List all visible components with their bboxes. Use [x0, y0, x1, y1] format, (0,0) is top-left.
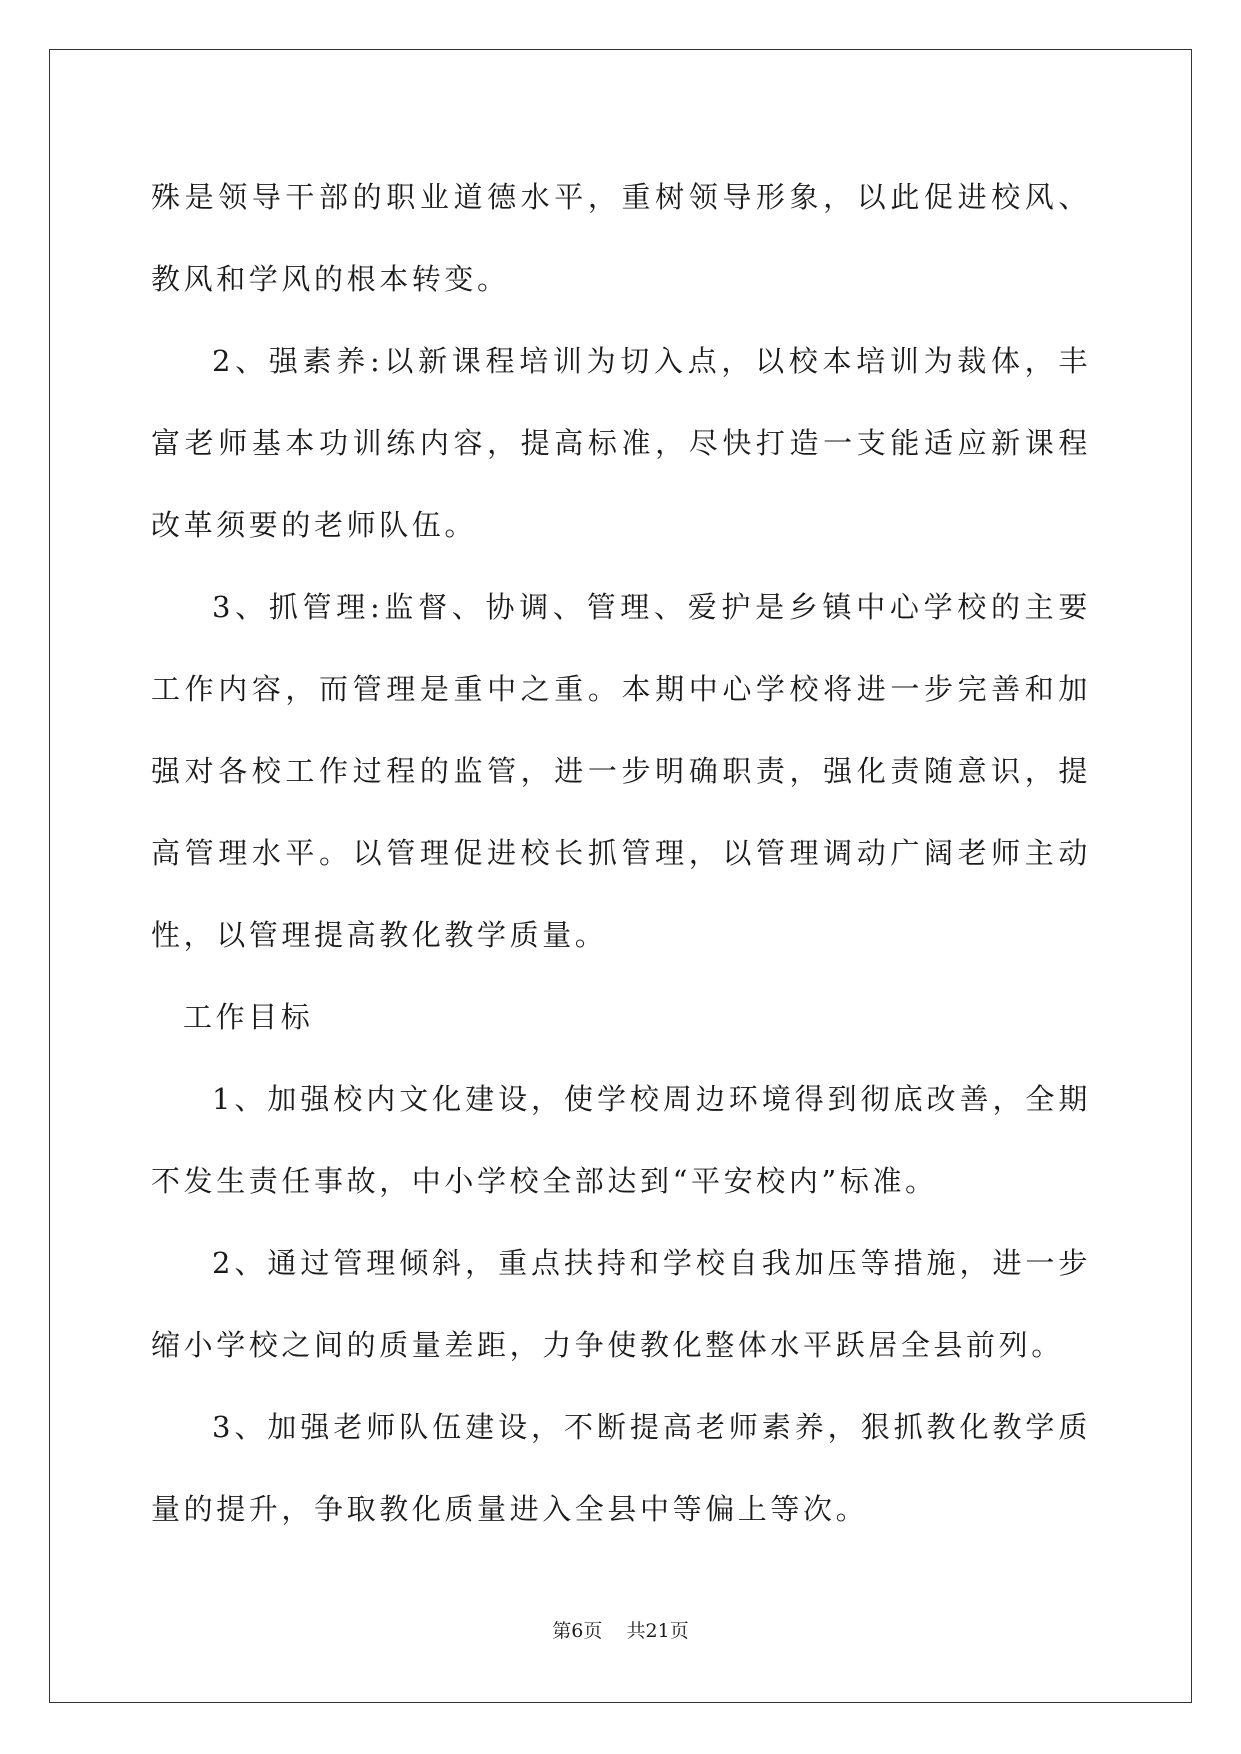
paragraph-5: 2、通过管理倾斜，重点扶持和学校自我加压等措施，进一步缩小学校之间的质量差距，力争使教化整体水平跃居全县前列。 [151, 1246, 1091, 1362]
page-total: 共21页 [626, 1620, 689, 1642]
paragraph-3: 3、抓管理:监督、协调、管理、爱护是乡镇中心学校的主要工作内容，而管理是重中之重。本期中心学校将进一步完善和加强对各校工作过程的监管，进一步明确职责，强化责随意识，提高管理水平。以管理促进校长抓管理，以管理调动广阔老师主动性，以管理提高教化教学质量。 [151, 590, 1091, 952]
paragraph-4: 1、加强校内文化建设，使学校周边环境得到彻底改善，全期不发生责任事故，中小学校全部达到“平安校内”标准。 [151, 1082, 1091, 1198]
paragraph-2: 2、强素养:以新课程培训为切入点，以校本培训为裁体，丰富老师基本功训练内容，提高标准，尽快打造一支能适应新课程改革须要的老师队伍。 [151, 344, 1091, 542]
paragraph-1: 殊是领导干部的职业道德水平，重树领导形象，以此促进校风、教风和学风的根本转变。 [151, 180, 1091, 296]
document-body [151, 156, 1091, 1550]
page-number: 第6页 [552, 1620, 603, 1642]
paragraph-6: 3、加强老师队伍建设，不断提高老师素养，狠抓教化教学质量的提升，争取教化质量进入全县中等偏上等次。 [151, 1410, 1091, 1526]
section-heading: 工作目标 [183, 1000, 314, 1034]
page-footer [0, 1616, 1241, 1643]
